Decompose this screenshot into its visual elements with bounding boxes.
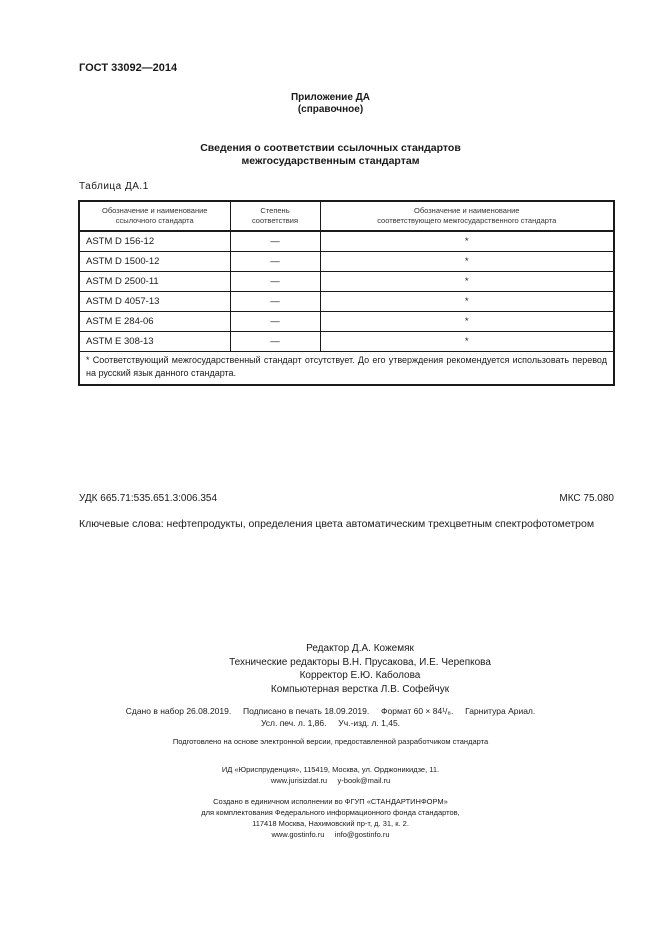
print-info-line3: Подготовлено на основе электронной версии, предоставленной разработчиком стандарта: [172, 737, 489, 746]
cell-reference: ASTM E 284-06: [79, 312, 230, 332]
cell-degree: —: [230, 332, 320, 352]
table-row: [79, 252, 614, 272]
section-title-line1: Сведения о соответствии ссылочных стандартов: [200, 142, 461, 154]
cell-reference: ASTM D 156-12: [79, 231, 230, 252]
table-row: [79, 312, 614, 332]
credits-block: [210, 642, 510, 696]
table-footnote: * Соответствующий межгосударственный стандарт отсутствует. До его утверждения рекомендуется использовать перевод на русский язык данного стандарта.: [79, 352, 614, 386]
credit-layout: Компьютерная верстка Л.В. Софейчук: [270, 683, 450, 695]
table-footnote-row: [79, 352, 614, 386]
header-reference-standard: Обозначение и наименование ссылочного стандарта: [79, 201, 230, 231]
credit-tech-editors: Технические редакторы В.Н. Прусакова, И.Е. Черепкова: [229, 656, 491, 668]
udc-code: УДК 665.71:535.651.3:006.354: [79, 493, 218, 504]
cell-interstate: *: [320, 312, 614, 332]
cell-interstate: *: [320, 231, 614, 252]
header-degree: Степень соответствия: [230, 201, 320, 231]
document-code: ГОСТ 33092—2014: [79, 62, 178, 74]
mks-code: МКС 75.080: [559, 493, 614, 504]
cell-reference: ASTM D 4057-13: [79, 292, 230, 312]
publisher-line6: www.gostinfo.ru info@gostinfo.ru: [271, 830, 390, 839]
cell-interstate: *: [320, 272, 614, 292]
cell-reference: ASTM D 2500-11: [79, 272, 230, 292]
cell-degree: —: [230, 292, 320, 312]
annex-title: Приложение ДА: [290, 92, 371, 103]
cell-reference: ASTM E 308-13: [79, 332, 230, 352]
credit-editor: Редактор Д.А. Кожемяк: [306, 643, 414, 654]
header-interstate-standard: Обозначение и наименование соответствующего межгосударственного стандарта: [320, 201, 614, 231]
cell-interstate: *: [320, 252, 614, 272]
annex-heading: [0, 92, 661, 116]
table-row: [79, 332, 614, 352]
publisher-line5: 117418 Москва, Нахимовский пр-т, д. 31, к. 2.: [252, 819, 409, 828]
cell-degree: —: [230, 231, 320, 252]
publisher-line2: www.jurisizdat.ru y-book@mail.ru: [270, 776, 391, 785]
cell-interstate: *: [320, 292, 614, 312]
publisher-line4: для комплектования Федерального информационного фонда стандартов,: [201, 808, 460, 817]
publisher-line1: ИД «Юриспруденция», 115419, Москва, ул. Орджоникидзе, 11.: [221, 765, 440, 774]
publisher-line3: Создано в единичном исполнении во ФГУП «СТАНДАРТИНФОРМ»: [213, 797, 448, 806]
table-header-row: [79, 201, 614, 231]
cell-degree: —: [230, 272, 320, 292]
cell-reference: ASTM D 1500-12: [79, 252, 230, 272]
cell-degree: —: [230, 252, 320, 272]
keywords: Ключевые слова: нефтепродукты, определения цвета автоматическим трехцветным спектрофотометром: [79, 518, 595, 530]
print-info-line1: Сдано в набор 26.08.2019. Подписано в печать 18.09.2019. Формат 60 × 84¹/₈. Гарнитура Ариал.: [125, 706, 536, 716]
table-row: [79, 231, 614, 252]
table-caption: Таблица ДА.1: [79, 181, 149, 192]
annex-subtitle: (справочное): [297, 104, 364, 115]
cell-interstate: *: [320, 332, 614, 352]
correspondence-table: [78, 200, 615, 386]
table-row: [79, 292, 614, 312]
cell-degree: —: [230, 312, 320, 332]
credit-corrector: Корректор Е.Ю. Каболова: [299, 670, 421, 681]
section-title-line2: межгосударственным стандартам: [241, 155, 420, 167]
table-row: [79, 272, 614, 292]
print-info-line2: Усл. печ. л. 1,86. Уч.-изд. л. 1,45.: [260, 718, 401, 728]
section-heading: [0, 142, 661, 168]
